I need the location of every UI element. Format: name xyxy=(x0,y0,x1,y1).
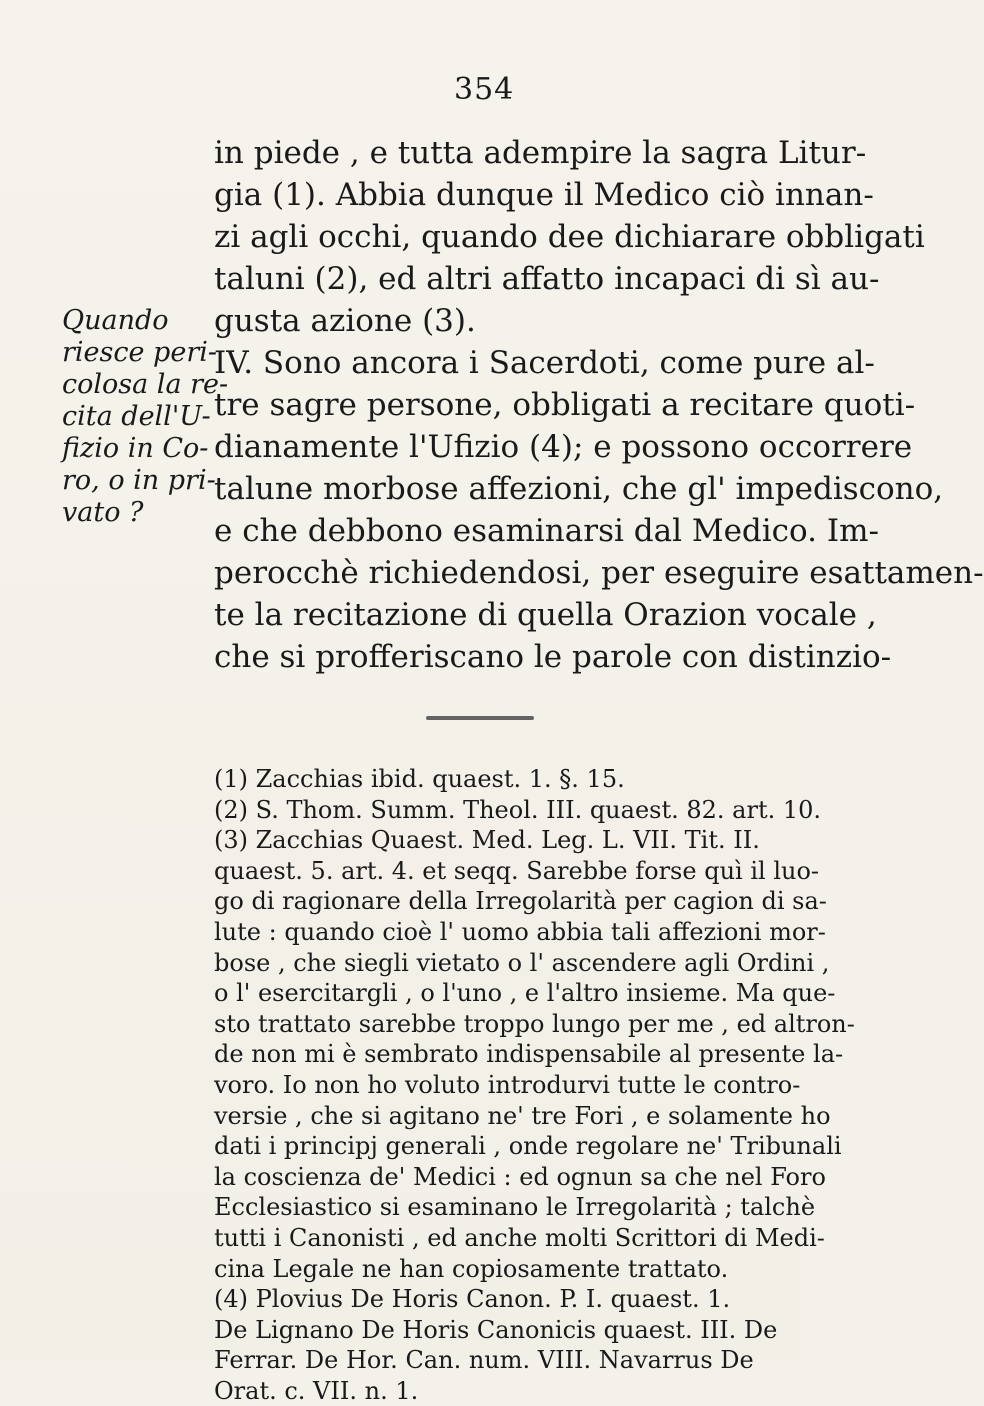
footnote-line: De Lignano De Horis Canonicis quaest. III. De xyxy=(214,1315,778,1344)
footnote-line: sto trattato sarebbe troppo lungo per me , ed altron- xyxy=(214,1009,855,1038)
body-line: taluni (2), ed altri affatto incapaci di sì au- xyxy=(214,261,880,297)
footnote-line: Ferrar. De Hor. Can. num. VIII. Navarrus De xyxy=(214,1346,754,1375)
footnote-line: (2) S. Thom. Summ. Theol. III. quaest. 82. art. 10. xyxy=(214,795,822,824)
footnote-line: dati i principj generali , onde regolare ne' Tribunali xyxy=(214,1132,842,1161)
body-line: te la recitazione di quella Orazion vocale , xyxy=(214,597,877,633)
margin-note-line: colosa la re- xyxy=(62,369,229,400)
body-line: talune morbose affezioni, che gl' impediscono, xyxy=(214,471,944,507)
footnote-line: la coscienza de' Medici : ed ognun sa che nel Foro xyxy=(214,1162,826,1191)
body-line: IV. Sono ancora i Sacerdoti, come pure al- xyxy=(214,345,875,381)
page-number: 354 xyxy=(454,72,515,107)
body-line: che si profferiscano le parole con distinzio- xyxy=(214,639,892,675)
footnote-line: Ecclesiastico si esaminano le Irregolarità ; talchè xyxy=(214,1193,816,1222)
footnote-line: quaest. 5. art. 4. et seqq. Sarebbe forse quì il luo- xyxy=(214,856,820,885)
footnote-line: (1) Zacchias ibid. quaest. 1. §. 15. xyxy=(214,765,625,793)
footnotes xyxy=(214,764,855,1406)
body-line: dianamente l'Ufizio (4); e possono occorrere xyxy=(214,429,913,465)
body-line: tre sagre persone, obbligati a recitare quoti- xyxy=(214,387,916,423)
body-text xyxy=(214,132,984,678)
margin-note-line: ro, o in pri- xyxy=(62,465,216,496)
body-line: gusta azione (3). xyxy=(214,303,476,339)
body-line: zi agli occhi, quando dee dichiarare obbligati xyxy=(214,219,925,255)
margin-note xyxy=(62,305,229,529)
footnote-line: voro. Io non ho voluto introdurvi tutte le contro- xyxy=(214,1070,801,1099)
body-line: in piede , e tutta adempire la sagra Litur- xyxy=(214,135,867,171)
margin-note-line: vato ? xyxy=(62,497,144,528)
body-line: gia (1). Abbia dunque il Medico ciò innan- xyxy=(214,177,874,213)
footnote-line: (3) Zacchias Quaest. Med. Leg. L. VII. Tit. II. xyxy=(214,826,760,855)
footnote-line: cina Legale ne han copiosamente trattato. xyxy=(214,1254,729,1283)
footnote-line: (4) Plovius De Horis Canon. P. I. quaest. 1. xyxy=(214,1285,731,1314)
margin-note-line: riesce peri- xyxy=(62,337,217,368)
footnote-separator xyxy=(426,716,534,720)
footnote-line: tutti i Canonisti , ed anche molti Scrittori di Medi- xyxy=(214,1223,825,1252)
footnote-line: Orat. c. VII. n. 1. xyxy=(214,1376,419,1405)
margin-note-line: Quando xyxy=(62,305,169,336)
footnote-line: de non mi è sembrato indispensabile al presente la- xyxy=(214,1040,844,1069)
footnote-line: go di ragionare della Irregolarità per cagion di sa- xyxy=(214,887,827,916)
body-line: perocchè richiedendosi, per eseguire esattamen- xyxy=(214,555,984,591)
footnote-line: o l' esercitargli , o l'uno , e l'altro insieme. Ma que- xyxy=(214,979,836,1008)
margin-note-line: fizio in Co- xyxy=(62,433,209,464)
margin-note-line: cita dell'U- xyxy=(62,401,211,432)
footnote-line: lute : quando cioè l' uomo abbia tali affezioni mor- xyxy=(214,917,826,946)
footnote-line: bose , che siegli vietato o l' ascendere agli Ordini , xyxy=(214,948,830,977)
footnote-line: versie , che si agitano ne' tre Fori , e solamente ho xyxy=(214,1101,831,1130)
body-line: e che debbono esaminarsi dal Medico. Im- xyxy=(214,513,879,549)
